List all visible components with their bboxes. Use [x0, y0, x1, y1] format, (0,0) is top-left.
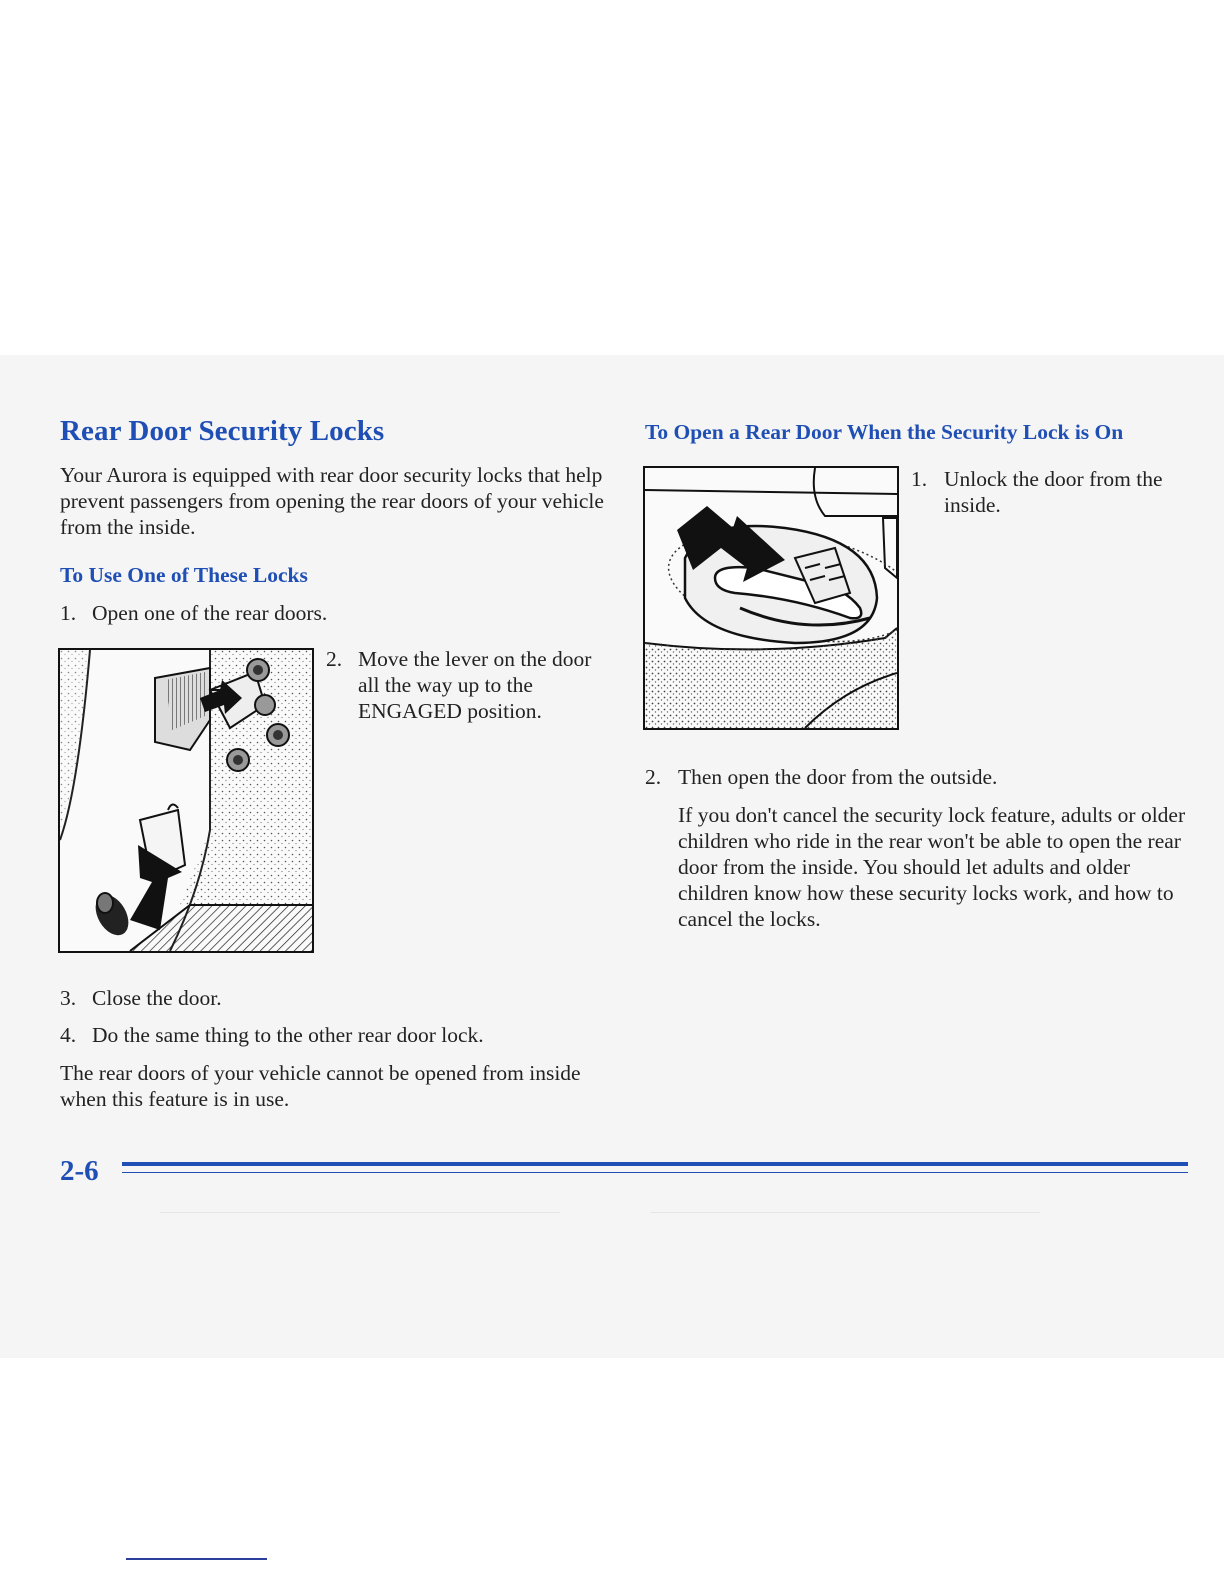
footer-rule — [122, 1162, 1188, 1166]
note-paragraph: If you don't cancel the security lock feature, adults or older children who ride in the rear won't be able to open the rear door from the inside. You should let adults and older children know how these security locks work, and how to cancel the locks. — [678, 803, 1186, 931]
section-title: Rear Door Security Locks — [60, 415, 385, 447]
step-text: Do the same thing to the other rear door lock. — [92, 1023, 484, 1047]
step-text: Then open the door from the outside. — [678, 765, 998, 789]
step-number: 3. — [60, 986, 77, 1010]
divider — [650, 1212, 1040, 1213]
divider — [160, 1212, 560, 1213]
page-number: 2-6 — [60, 1155, 99, 1187]
step-number: 2. — [326, 647, 343, 671]
closing-paragraph: The rear doors of your vehicle cannot be opened from inside when this feature is in use. — [60, 1061, 581, 1111]
bottom-underline — [126, 1558, 267, 1560]
step-text: Close the door. — [92, 986, 222, 1010]
step-number: 1. — [911, 467, 928, 491]
step-text: Move the lever on the door all the way up to the ENGAGED position. — [358, 647, 592, 723]
lock-lever-drawing — [60, 650, 312, 951]
step-number: 2. — [645, 765, 662, 789]
intro-paragraph: Your Aurora is equipped with rear door security locks that help prevent passengers from opening the rear doors of your vehicle from the inside. — [60, 463, 604, 539]
step-text: Open one of the rear doors. — [92, 601, 328, 625]
step-number: 4. — [60, 1023, 77, 1047]
door-handle-drawing — [645, 468, 897, 728]
footer-rule-thin — [122, 1172, 1188, 1173]
step-number: 1. — [60, 601, 77, 625]
step-text: Unlock the door from the inside. — [944, 467, 1163, 517]
lock-lever-illustration — [58, 648, 314, 953]
door-handle-illustration — [643, 466, 899, 730]
subheading-open-rear-door: To Open a Rear Door When the Security Lock is On — [645, 420, 1124, 444]
subheading-use-locks: To Use One of These Locks — [60, 563, 308, 587]
